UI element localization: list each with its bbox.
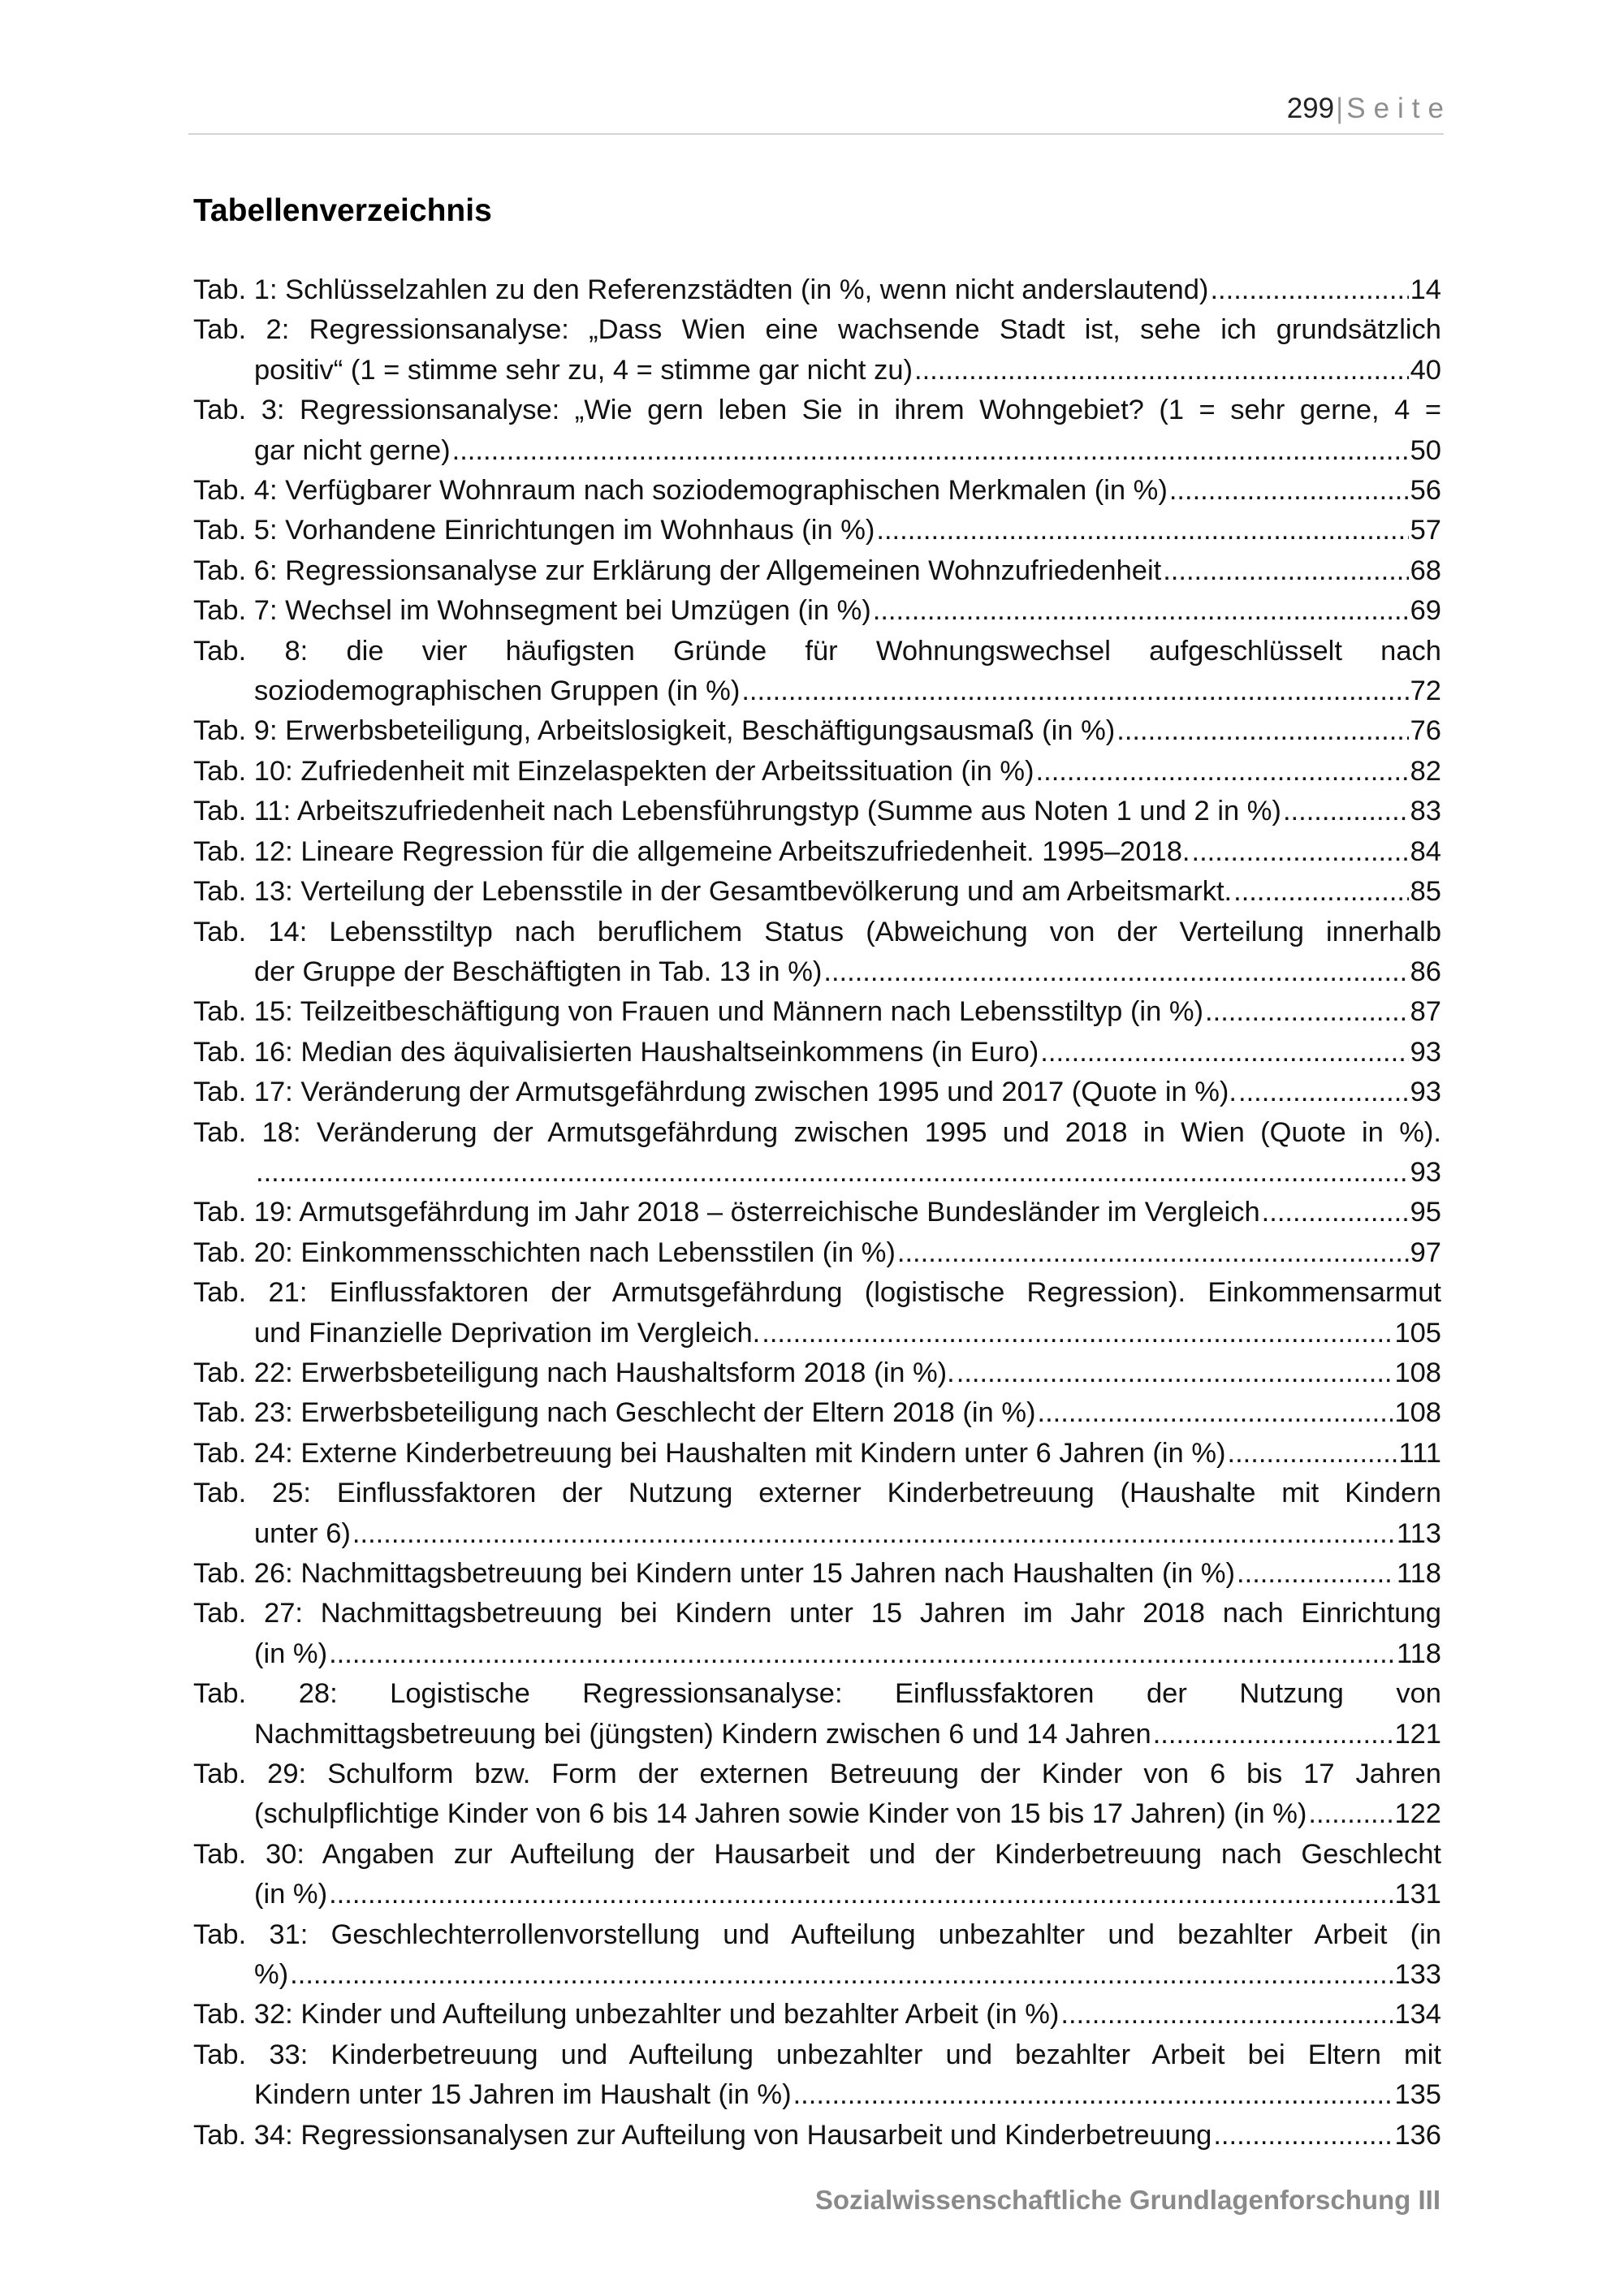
toc-entry-page: 76 bbox=[1410, 715, 1441, 747]
toc-entry-first-line: Tab. 14: Lebensstiltyp nach beruflichem Status (Abweichung von der Verteilung innerhalb bbox=[193, 916, 1441, 947]
dot-leader bbox=[1205, 992, 1409, 1032]
toc-entry-leader-line bbox=[193, 1995, 1441, 2035]
toc-entry-title: unter 6) bbox=[254, 1517, 351, 1549]
dot-leader bbox=[1228, 1434, 1397, 1474]
toc-entry-leader-line bbox=[193, 591, 1441, 631]
toc-entry[interactable] bbox=[193, 1434, 1441, 1474]
toc-entry-leader-line bbox=[193, 1353, 1441, 1393]
toc-entry[interactable] bbox=[193, 1554, 1441, 1594]
dot-leader bbox=[793, 2075, 1393, 2115]
page-header bbox=[188, 91, 1452, 135]
toc-entry[interactable] bbox=[193, 1113, 1441, 1193]
toc-entry[interactable] bbox=[193, 711, 1441, 751]
toc-entry[interactable] bbox=[193, 1393, 1441, 1433]
toc-entry[interactable] bbox=[193, 1233, 1441, 1273]
toc-entry-first-line: Tab. 28: Logistische Regressionsanalyse: Einflussfaktoren der Nutzung von bbox=[193, 1678, 1441, 1710]
dot-leader bbox=[1262, 1193, 1409, 1232]
toc-entry-page: 136 bbox=[1394, 2119, 1441, 2151]
toc-entry-title: Tab. 26: Nachmittagsbetreuung bei Kindern unter 15 Jahren nach Haushalten (in %) bbox=[193, 1558, 1236, 1589]
toc-entry[interactable] bbox=[193, 1273, 1441, 1353]
toc-entry[interactable] bbox=[193, 1754, 1441, 1835]
dot-leader bbox=[1038, 1393, 1393, 1433]
toc-entry[interactable] bbox=[193, 1835, 1441, 1915]
toc-entry-title: Tab. 1: Schlüsselzahlen zu den Referenzstädten (in %, wenn nicht anderslautend) bbox=[193, 274, 1209, 305]
toc-entry-title: Tab. 24: Externe Kinderbetreuung bei Haushalten mit Kindern unter 6 Jahren (in %) bbox=[193, 1437, 1226, 1469]
dot-leader bbox=[741, 671, 1408, 711]
dot-leader bbox=[1210, 270, 1408, 310]
dot-leader bbox=[290, 1955, 1393, 1995]
dot-leader bbox=[876, 511, 1408, 550]
toc-entry-leader-line bbox=[193, 711, 1441, 751]
toc-entry-page: 133 bbox=[1394, 1959, 1441, 1991]
toc-entry-leader-line bbox=[193, 1193, 1441, 1232]
toc-entry-page: 122 bbox=[1394, 1798, 1441, 1830]
toc-entry-first-line: Tab. 33: Kinderbetreuung und Aufteilung unbezahlter und bezahlter Arbeit bei Eltern mit bbox=[193, 2039, 1441, 2070]
toc-entry[interactable] bbox=[193, 872, 1441, 912]
toc-entry-title: Tab. 6: Regressionsanalyse zur Erklärung der Allgemeinen Wohnzufriedenheit bbox=[193, 555, 1162, 586]
dot-leader bbox=[1040, 1033, 1408, 1072]
toc-entry[interactable] bbox=[193, 1193, 1441, 1232]
toc-entry[interactable] bbox=[193, 551, 1441, 591]
toc-entry-leader-line bbox=[193, 832, 1441, 872]
toc-entry-title: soziodemographischen Gruppen (in %) bbox=[254, 675, 741, 707]
toc-entry-title: Tab. 20: Einkommensschichten nach Lebensstilen (in %) bbox=[193, 1236, 896, 1268]
toc-entry-leader-line bbox=[254, 1794, 1441, 1834]
toc-entry-title: Tab. 11: Arbeitszufriedenheit nach Lebensführungstyp (Summe aus Noten 1 und 2 in %) bbox=[193, 796, 1281, 827]
toc-entry-page: 50 bbox=[1410, 434, 1441, 466]
toc-entry[interactable] bbox=[193, 752, 1441, 792]
toc-entry-title: %) bbox=[254, 1959, 289, 1991]
dot-leader bbox=[1283, 792, 1409, 831]
toc-entry-page: 87 bbox=[1410, 996, 1441, 1028]
dot-leader bbox=[1163, 551, 1408, 591]
toc-entry-leader-line bbox=[254, 1153, 1441, 1193]
toc-entry-leader-line bbox=[254, 2075, 1441, 2115]
toc-entry-page: 56 bbox=[1410, 475, 1441, 507]
toc-entry-leader-line bbox=[254, 431, 1441, 471]
toc-entry-leader-line bbox=[254, 1634, 1441, 1674]
toc-entry-page: 82 bbox=[1410, 755, 1441, 787]
toc-entry-page: 135 bbox=[1394, 2079, 1441, 2111]
dot-leader bbox=[452, 431, 1409, 471]
toc-entry-page: 93 bbox=[1410, 1077, 1441, 1108]
dot-leader bbox=[1237, 1554, 1395, 1594]
toc-entry-title: Tab. 22: Erwerbsbeteiligung nach Haushaltsform 2018 (in %). bbox=[193, 1357, 955, 1388]
toc-entry-page: 105 bbox=[1394, 1317, 1441, 1349]
toc-entry-title: der Gruppe der Beschäftigten in Tab. 13 in %) bbox=[254, 956, 823, 987]
dot-leader bbox=[957, 1353, 1393, 1393]
dot-leader bbox=[1060, 1995, 1393, 2035]
toc-entry-leader-line bbox=[193, 1393, 1441, 1433]
toc-entry-page: 14 bbox=[1410, 274, 1441, 305]
toc-entry[interactable] bbox=[193, 1474, 1441, 1554]
dot-leader bbox=[256, 1153, 1409, 1193]
toc-entry[interactable] bbox=[193, 1674, 1441, 1754]
toc-entry-title: Tab. 34: Regressionsanalysen zur Aufteilung von Hausarbeit und Kinderbetreuung bbox=[193, 2119, 1212, 2151]
toc-entry-first-line: Tab. 25: Einflussfaktoren der Nutzung externer Kinderbetreuung (Haushalte mit Kindern bbox=[193, 1478, 1441, 1509]
footer-series-title: Sozialwissenschaftliche Grundlagenforschung III bbox=[814, 2185, 1440, 2215]
toc-entry-leader-line bbox=[193, 511, 1441, 550]
toc-entry-leader-line bbox=[193, 872, 1441, 912]
dot-leader bbox=[1238, 1072, 1409, 1112]
toc-entry-title: Kindern unter 15 Jahren im Haushalt (in %) bbox=[254, 2079, 792, 2111]
toc-entry-leader-line bbox=[254, 1314, 1441, 1353]
dot-leader bbox=[329, 1634, 1395, 1674]
toc-entry-first-line: Tab. 3: Regressionsanalyse: „Wie gern leben Sie in ihrem Wohngebiet? (1 = sehr gerne, 4 = bbox=[193, 395, 1441, 426]
dot-leader bbox=[1116, 711, 1408, 751]
toc-entry-leader-line bbox=[254, 952, 1441, 992]
toc-entry-leader-line bbox=[254, 1875, 1441, 1914]
toc-entry-page: 93 bbox=[1410, 1156, 1441, 1188]
toc-entry-page: 118 bbox=[1396, 1558, 1441, 1589]
toc-entry-leader-line bbox=[193, 992, 1441, 1032]
toc-entry[interactable] bbox=[193, 792, 1441, 831]
toc-entry-page: 69 bbox=[1410, 595, 1441, 627]
toc-entry-page: 108 bbox=[1394, 1397, 1441, 1429]
toc-entry[interactable] bbox=[193, 632, 1441, 712]
toc-entry-title: Tab. 15: Teilzeitbeschäftigung von Frauen und Männern nach Lebensstiltyp (in %) bbox=[193, 996, 1204, 1028]
toc-entry-title: Tab. 12: Lineare Regression für die allgemeine Arbeitszufriedenheit. 1995–2018. bbox=[193, 835, 1190, 867]
dot-leader bbox=[914, 351, 1409, 391]
toc-entry[interactable] bbox=[193, 1915, 1441, 1996]
toc-entry-title: Tab. 7: Wechsel im Wohnsegment bei Umzügen (in %) bbox=[193, 595, 871, 627]
toc-entry-leader-line bbox=[193, 1434, 1441, 1474]
toc-entry-page: 84 bbox=[1410, 835, 1441, 867]
toc-entry-page: 57 bbox=[1410, 515, 1441, 546]
dot-leader bbox=[1308, 1794, 1393, 1834]
page-title: Tabellenverzeichnis bbox=[193, 193, 492, 228]
dot-leader bbox=[823, 952, 1408, 992]
toc-entry[interactable] bbox=[193, 2035, 1441, 2116]
toc-entry-title: Tab. 16: Median des äquivalisierten Haushaltseinkommens (in Euro) bbox=[193, 1036, 1039, 1068]
toc-entry-page: 72 bbox=[1410, 675, 1441, 707]
toc-entry-title: (in %) bbox=[254, 1879, 328, 1910]
dot-leader bbox=[1036, 752, 1409, 792]
toc-entry[interactable] bbox=[193, 1033, 1441, 1072]
toc-entry-first-line: Tab. 8: die vier häufigsten Gründe für Wohnungswechsel aufgeschlüsselt nach bbox=[193, 635, 1441, 667]
toc-entry-first-line: Tab. 27: Nachmittagsbetreuung bei Kindern unter 15 Jahren im Jahr 2018 nach Einrichtung bbox=[193, 1598, 1441, 1629]
dot-leader bbox=[1153, 1715, 1393, 1754]
toc-entry[interactable] bbox=[193, 1594, 1441, 1674]
toc-entry-title: (in %) bbox=[254, 1638, 328, 1669]
toc-entry-page: 68 bbox=[1410, 555, 1441, 586]
toc-entry-leader-line bbox=[193, 551, 1441, 591]
dot-leader bbox=[1191, 832, 1408, 872]
toc-entry[interactable] bbox=[193, 310, 1441, 391]
toc-entry-page: 108 bbox=[1394, 1357, 1441, 1388]
toc-entry-title: Nachmittagsbetreuung bei (jüngsten) Kindern zwischen 6 und 14 Jahren bbox=[254, 1718, 1151, 1750]
toc-entry-page: 83 bbox=[1410, 796, 1441, 827]
toc-entry-title: Tab. 5: Vorhandene Einrichtungen im Wohnhaus (in %) bbox=[193, 515, 875, 546]
toc-entry[interactable] bbox=[193, 1353, 1441, 1393]
toc-entry-leader-line bbox=[193, 1554, 1441, 1594]
toc-entry-first-line: Tab. 18: Veränderung der Armutsgefährdung zwischen 1995 und 2018 in Wien (Quote in %). bbox=[193, 1116, 1441, 1148]
toc-entry-page: 121 bbox=[1394, 1718, 1441, 1750]
toc-entry-first-line: Tab. 30: Angaben zur Aufteilung der Hausarbeit und der Kinderbetreuung nach Geschlecht bbox=[193, 1838, 1441, 1870]
toc-entry-title: Tab. 17: Veränderung der Armutsgefährdung zwischen 1995 und 2017 (Quote in %). bbox=[193, 1077, 1237, 1108]
toc-entry[interactable] bbox=[193, 391, 1441, 471]
toc-entry-leader-line bbox=[193, 1072, 1441, 1112]
page-number: 299 bbox=[1286, 93, 1335, 124]
toc-entry-page: 118 bbox=[1396, 1638, 1441, 1669]
toc-entry-title: Tab. 4: Verfügbarer Wohnraum nach soziodemographischen Merkmalen (in %) bbox=[193, 475, 1168, 507]
toc-entry-title: Tab. 9: Erwerbsbeteiligung, Arbeitslosigkeit, Beschäftigungsausmaß (in %) bbox=[193, 715, 1116, 747]
toc-entry-first-line: Tab. 21: Einflussfaktoren der Armutsgefährdung (logistische Regression). Einkommensarmut bbox=[193, 1277, 1441, 1309]
dot-leader bbox=[352, 1514, 1395, 1554]
toc-entry-page: 111 bbox=[1398, 1437, 1441, 1469]
toc-entry[interactable] bbox=[193, 1072, 1441, 1112]
toc-entry-title: Tab. 19: Armutsgefährdung im Jahr 2018 – österreichische Bundesländer im Vergleich bbox=[193, 1197, 1260, 1228]
toc-entry-first-line: Tab. 31: Geschlechterrollenvorstellung und Aufteilung unbezahlter und bezahlter Arbeit (in bbox=[193, 1918, 1441, 1950]
table-of-tables bbox=[193, 270, 1441, 2156]
toc-entry-leader-line bbox=[193, 752, 1441, 792]
toc-entry-page: 93 bbox=[1410, 1036, 1441, 1068]
toc-entry[interactable] bbox=[193, 1995, 1441, 2035]
page-number-label bbox=[1286, 93, 1452, 125]
toc-entry-first-line: Tab. 29: Schulform bzw. Form der externen Betreuung der Kinder von 6 bis 17 Jahren bbox=[193, 1759, 1441, 1790]
toc-entry-title: Tab. 13: Verteilung der Lebensstile in der Gesamtbevölkerung und am Arbeitsmarkt. bbox=[193, 876, 1233, 908]
toc-entry-page: 40 bbox=[1410, 354, 1441, 386]
toc-entry-title: Tab. 10: Zufriedenheit mit Einzelaspekten der Arbeitssituation (in %) bbox=[193, 755, 1034, 787]
toc-entry-first-line: Tab. 2: Regressionsanalyse: „Dass Wien eine wachsende Stadt ist, sehe ich grundsätzlich bbox=[193, 314, 1441, 346]
toc-entry-title: und Finanzielle Deprivation im Vergleich. bbox=[254, 1317, 761, 1349]
toc-entry[interactable] bbox=[193, 270, 1441, 310]
dot-leader bbox=[1213, 2116, 1393, 2156]
toc-entry-page: 134 bbox=[1394, 1999, 1441, 2031]
toc-entry-leader-line bbox=[193, 1033, 1441, 1072]
toc-entry-page: 85 bbox=[1410, 876, 1441, 908]
toc-entry-leader-line bbox=[254, 1715, 1441, 1754]
toc-entry-leader-line bbox=[193, 792, 1441, 831]
toc-entry-title: Tab. 32: Kinder und Aufteilung unbezahlter und bezahlter Arbeit (in %) bbox=[193, 1999, 1060, 2031]
toc-entry-leader-line bbox=[193, 2116, 1441, 2156]
toc-entry-leader-line bbox=[193, 270, 1441, 310]
toc-entry[interactable] bbox=[193, 992, 1441, 1032]
toc-entry-leader-line bbox=[254, 671, 1441, 711]
page-word: Seite bbox=[1346, 93, 1452, 124]
toc-entry-page: 113 bbox=[1396, 1517, 1441, 1549]
toc-entry-title: (schulpflichtige Kinder von 6 bis 14 Jahren sowie Kinder von 15 bis 17 Jahren) (in %) bbox=[254, 1798, 1307, 1830]
toc-entry-page: 95 bbox=[1410, 1197, 1441, 1228]
toc-entry[interactable] bbox=[193, 471, 1441, 511]
toc-entry[interactable] bbox=[193, 913, 1441, 993]
toc-entry[interactable] bbox=[193, 2116, 1441, 2156]
dot-leader bbox=[1233, 872, 1408, 912]
toc-entry-leader-line bbox=[254, 1514, 1441, 1554]
toc-entry[interactable] bbox=[193, 832, 1441, 872]
page-number-separator: | bbox=[1336, 93, 1344, 124]
toc-entry-page: 131 bbox=[1394, 1879, 1441, 1910]
toc-entry-leader-line bbox=[254, 1955, 1441, 1995]
toc-entry-leader-line bbox=[254, 351, 1441, 391]
toc-entry-title: positiv“ (1 = stimme sehr zu, 4 = stimme gar nicht zu) bbox=[254, 354, 914, 386]
dot-leader bbox=[1169, 471, 1409, 511]
dot-leader bbox=[873, 591, 1409, 631]
toc-entry-leader-line bbox=[193, 1233, 1441, 1273]
toc-entry[interactable] bbox=[193, 591, 1441, 631]
toc-entry[interactable] bbox=[193, 511, 1441, 550]
dot-leader bbox=[329, 1875, 1393, 1914]
dot-leader bbox=[897, 1233, 1409, 1273]
toc-entry-page: 86 bbox=[1410, 956, 1441, 987]
toc-entry-page: 97 bbox=[1410, 1236, 1441, 1268]
dot-leader bbox=[762, 1314, 1393, 1353]
toc-entry-title: gar nicht gerne) bbox=[254, 434, 451, 466]
toc-entry-title: Tab. 23: Erwerbsbeteiligung nach Geschlecht der Eltern 2018 (in %) bbox=[193, 1397, 1036, 1429]
toc-entry-leader-line bbox=[193, 471, 1441, 511]
